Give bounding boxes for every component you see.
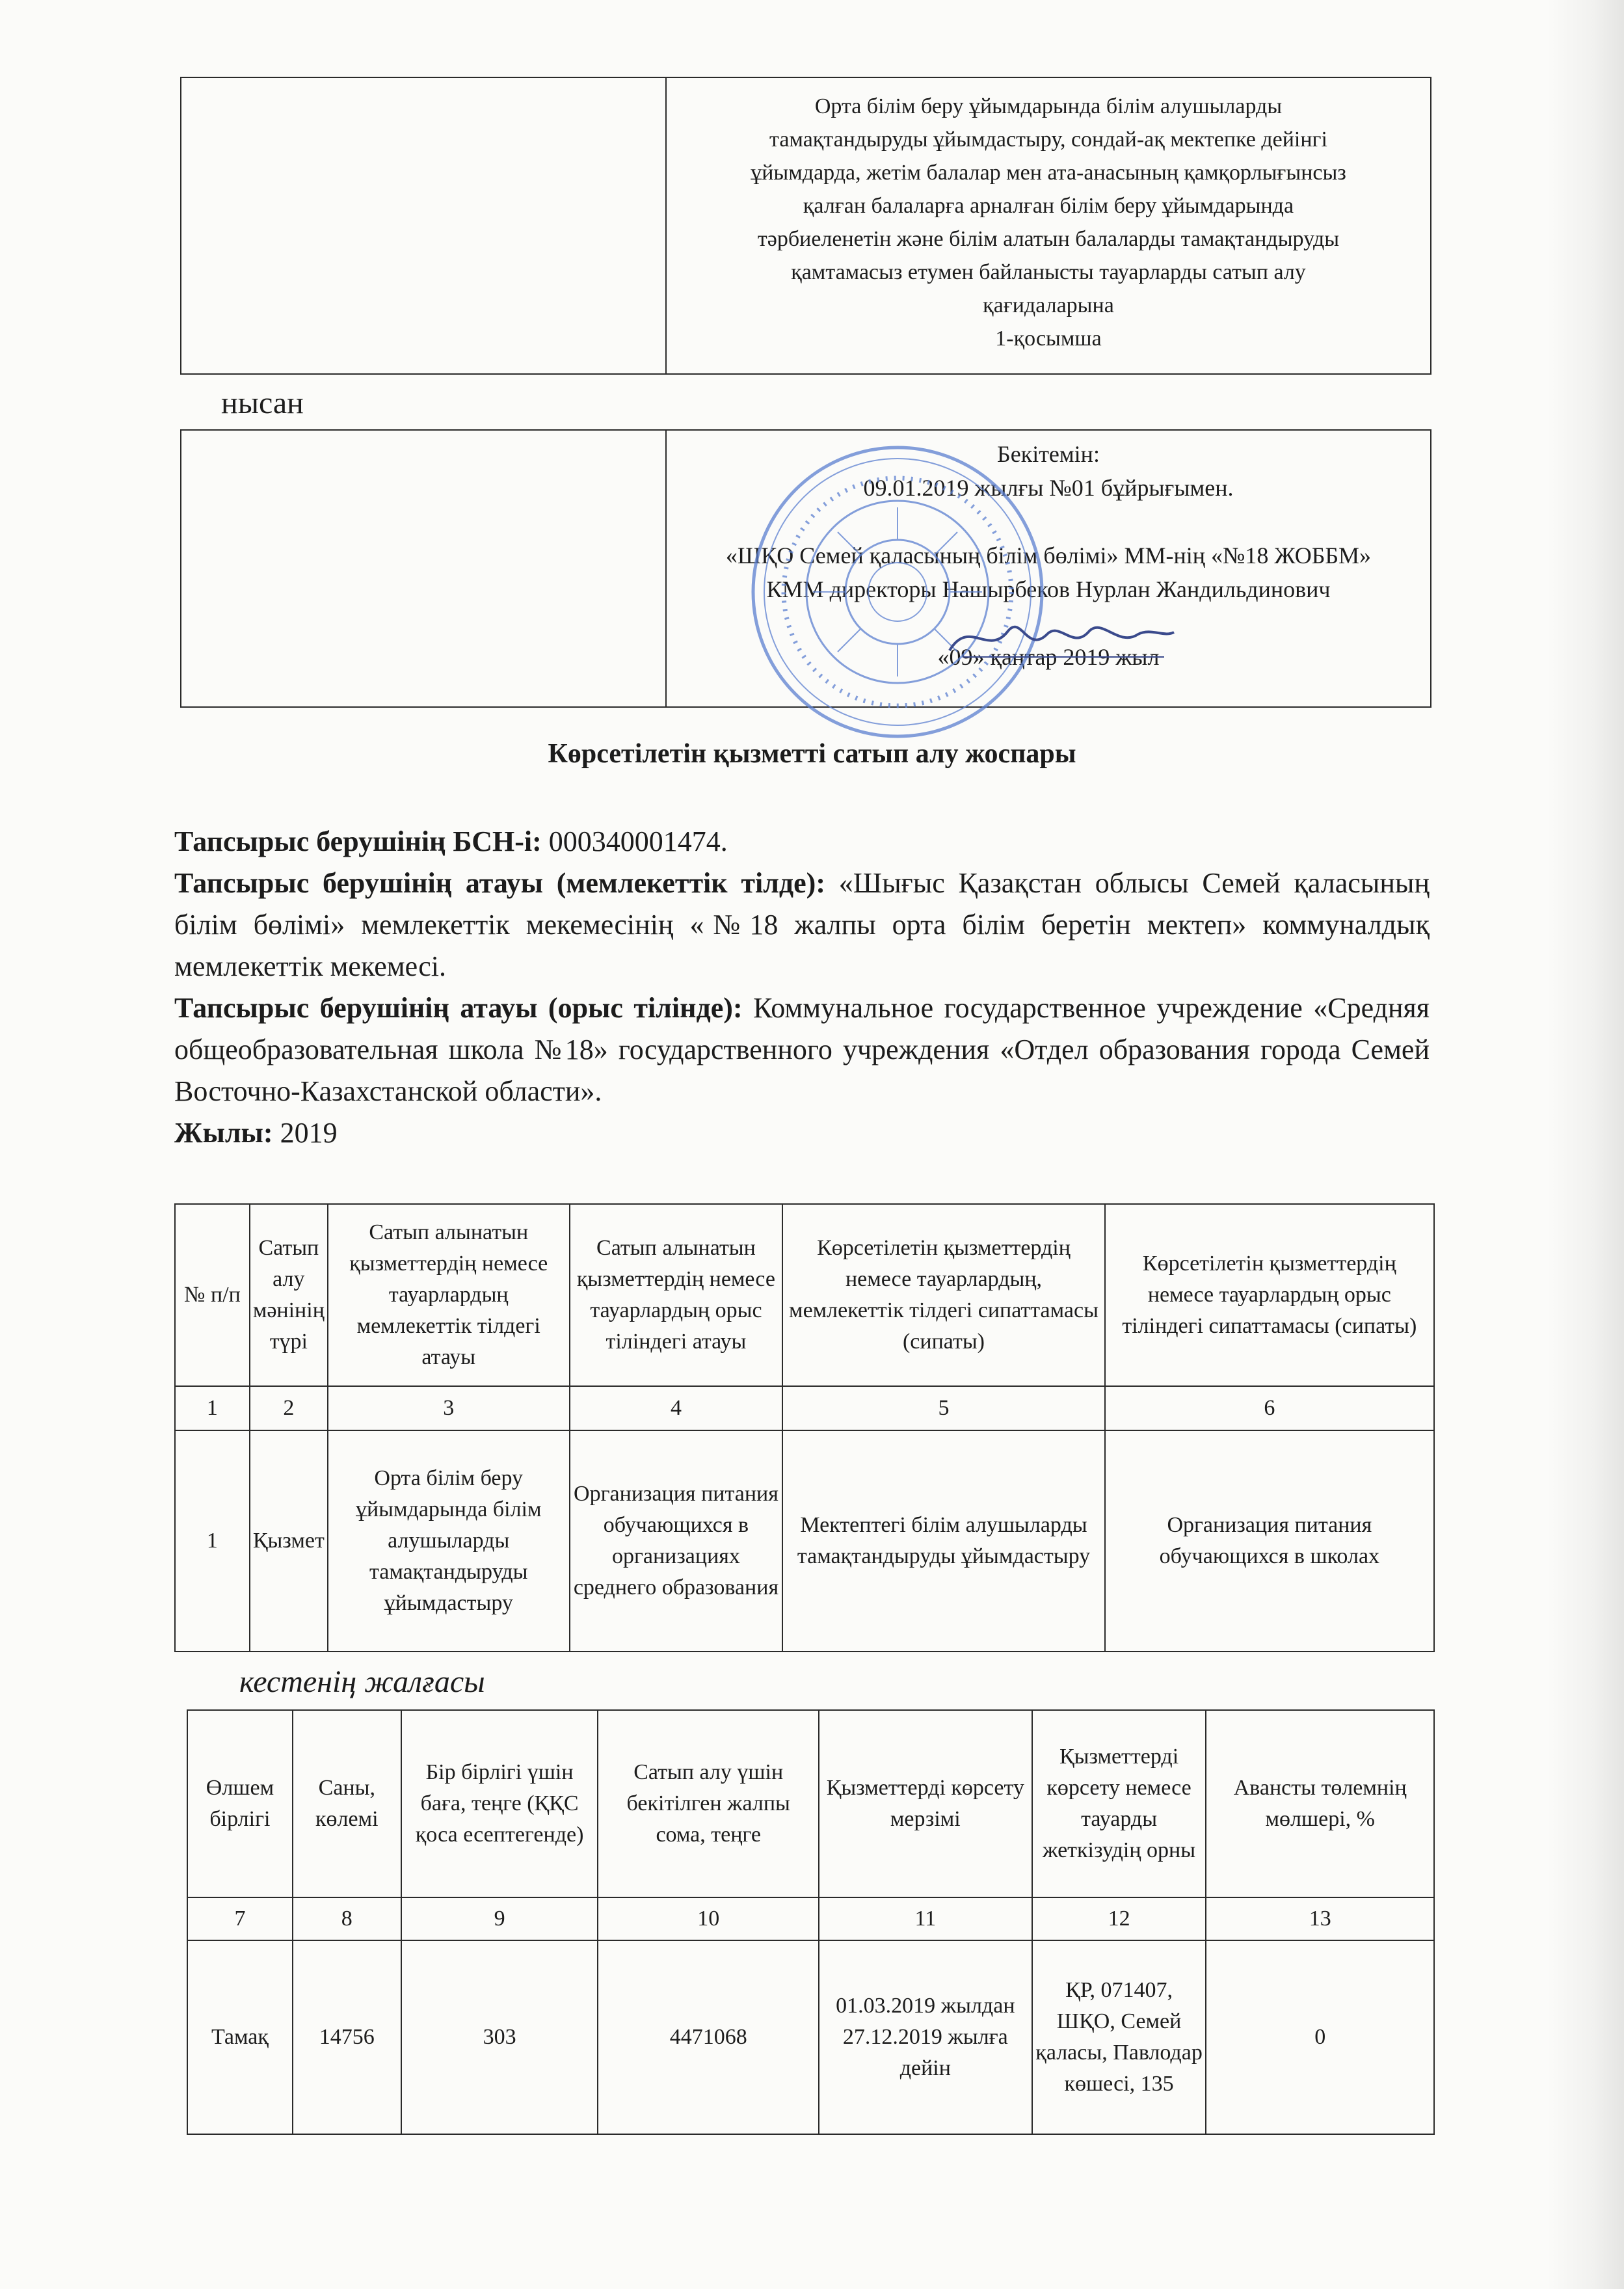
header-cell: № п/п (175, 1204, 250, 1386)
bin-label: Тапсырыс берушінің БСН-і: (174, 825, 542, 857)
column-number: 5 (782, 1386, 1104, 1430)
header-cell: Сатып алынатын қызметтердің немесе тауарлардың мемлекеттік тілдегі атауы (328, 1204, 570, 1386)
appendix-line: қағидаларына (983, 293, 1114, 317)
procurement-table-part2 (187, 1709, 1435, 2135)
column-number: 2 (250, 1386, 328, 1430)
year-label: Жылы: (174, 1117, 273, 1149)
name-ru-line (174, 987, 1430, 1112)
column-number: 11 (819, 1897, 1032, 1940)
header-cell: Саны, көлемі (293, 1710, 401, 1897)
appendix-line: ұйымдарда, жетім балалар мен ата-анасының қамқорлығынсыз (751, 161, 1346, 185)
appendix-line: Орта білім беру ұйымдарында білім алушыларды (814, 94, 1283, 118)
header-cell: Сатып алынатын қызметтердің немесе тауарлардың орыс тіліндегі атауы (570, 1204, 783, 1386)
header-cell: Авансты төлемнің мөлшері, % (1206, 1710, 1434, 1897)
appendix-header-table (180, 77, 1431, 375)
appendix-line: қалған балаларға арналған білім беру ұйымдарында (803, 194, 1294, 218)
table-row (175, 1430, 1434, 1652)
table-cell: Организация питания обучающихся в школах (1105, 1430, 1434, 1652)
appendix-header-text-cell (666, 77, 1431, 374)
name-kz-line (174, 863, 1430, 987)
header-cell: Сатып алу мәнінің түрі (250, 1204, 328, 1386)
appendix-line: тәрбиеленетін және білім алатын балаларды тамақтандыруды (757, 227, 1340, 251)
column-number: 8 (293, 1897, 401, 1940)
appendix-header-empty-cell (181, 77, 666, 374)
approval-heading: Бекітемін: (997, 441, 1100, 467)
name-ru-label: Тапсырыс берушінің атауы (орыс тілінде): (174, 992, 743, 1024)
document-title: Көрсетілетін қызметті сатып алу жоспары (548, 739, 1076, 769)
customer-info (174, 821, 1430, 1154)
header-cell: Көрсетілетін қызметтердің немесе тауарлардың, мемлекеттік тілдегі сипаттамасы (сипаты) (782, 1204, 1104, 1386)
table-cell: 1 (175, 1430, 250, 1652)
table-cell: 0 (1206, 1940, 1434, 2134)
form-label: нысан (221, 386, 304, 420)
name-kz-value: «Шығыс Қазақстан облысы Семей қаласының білім бөлімі» мемлекеттік мекемесінің «№18 жалпы орта білім беретін мектеп» коммуналдық мемлекеттік мекемесі. (174, 867, 1430, 982)
bin-line (174, 821, 1430, 863)
table-cell: 4471068 (598, 1940, 819, 2134)
approval-director-line: КММ директоры Нашырбеков Нурлан Жандильдинович (766, 576, 1331, 602)
column-number: 7 (187, 1897, 293, 1940)
table-cell: 01.03.2019 жылдан 27.12.2019 жылға дейін (819, 1940, 1032, 2134)
column-number: 10 (598, 1897, 819, 1940)
table-cell: Орта білім беру ұйымдарында білім алушыларды тамақтандыруды ұйымдастыру (328, 1430, 570, 1652)
procurement-table-part1 (174, 1203, 1435, 1652)
header-cell: Сатып алу үшін бекітілген жалпы сома, теңге (598, 1710, 819, 1897)
appendix-number: 1-қосымша (995, 327, 1102, 351)
table-header-row (175, 1204, 1434, 1386)
column-number: 9 (401, 1897, 598, 1940)
official-stamp-icon (748, 442, 1047, 742)
table-cell: ҚР, 071407, ШҚО, Семей қаласы, Павлодар көшесі, 135 (1032, 1940, 1206, 2134)
header-cell: Өлшем бірлігі (187, 1710, 293, 1897)
header-cell: Қызметтерді көрсету мерзімі (819, 1710, 1032, 1897)
approval-order-line: 09.01.2019 жылғы №01 бұйрығымен. (863, 475, 1234, 501)
header-cell: Қызметтерді көрсету немесе тауарды жеткізудің орны (1032, 1710, 1206, 1897)
column-number: 13 (1206, 1897, 1434, 1940)
table-cell: Мектептегі білім алушыларды тамақтандыруды ұйымдастыру (782, 1430, 1104, 1652)
scan-edge-shadow (1546, 0, 1624, 2289)
table-cell: 303 (401, 1940, 598, 2134)
appendix-line: тамақтандыруды ұйымдастыру, сондай-ақ мектепке дейінгі (769, 127, 1327, 152)
table-continuation-label: кестенің жалғасы (239, 1665, 485, 1699)
column-number: 1 (175, 1386, 250, 1430)
column-number-row (187, 1897, 1434, 1940)
name-ru-value: Коммунальное государственное учреждение «Средняя общеобразовательная школа №18» государственного учреждения «Отдел образования города Семей Восточно-Казахстанской области». (174, 992, 1430, 1107)
year-value: 2019 (280, 1117, 338, 1149)
director-signature-icon (943, 605, 1177, 663)
column-number: 12 (1032, 1897, 1206, 1940)
table-cell: Қызмет (250, 1430, 328, 1652)
table-cell: 14756 (293, 1940, 401, 2134)
column-number: 3 (328, 1386, 570, 1430)
header-cell: Көрсетілетін қызметтердің немесе тауарлардың орыс тіліндегі сипаттамасы (сипаты) (1105, 1204, 1434, 1386)
column-number: 6 (1105, 1386, 1434, 1430)
name-kz-label: Тапсырыс берушінің атауы (мемлекеттік тілде): (174, 867, 825, 899)
bin-value: 000340001474. (548, 825, 728, 857)
table-cell: Организация питания обучающихся в организациях среднего образования (570, 1430, 783, 1652)
appendix-line: қамтамасыз етумен байланысты тауарларды сатып алу (791, 260, 1306, 284)
year-line (174, 1112, 1430, 1154)
approval-empty-cell (181, 430, 666, 707)
approval-date-line: «09» қаңтар 2019 жыл (937, 644, 1160, 670)
column-number: 4 (570, 1386, 783, 1430)
table-header-row (187, 1710, 1434, 1897)
table-cell: Тамақ (187, 1940, 293, 2134)
table-row (187, 1940, 1434, 2134)
header-cell: Бір бірлігі үшін баға, теңге (ҚҚС қоса есептегенде) (401, 1710, 598, 1897)
column-number-row (175, 1386, 1434, 1430)
approval-org-line: «ШҚО Семей қаласының білім бөлімі» ММ-нің «№18 ЖОББМ» (725, 542, 1372, 569)
